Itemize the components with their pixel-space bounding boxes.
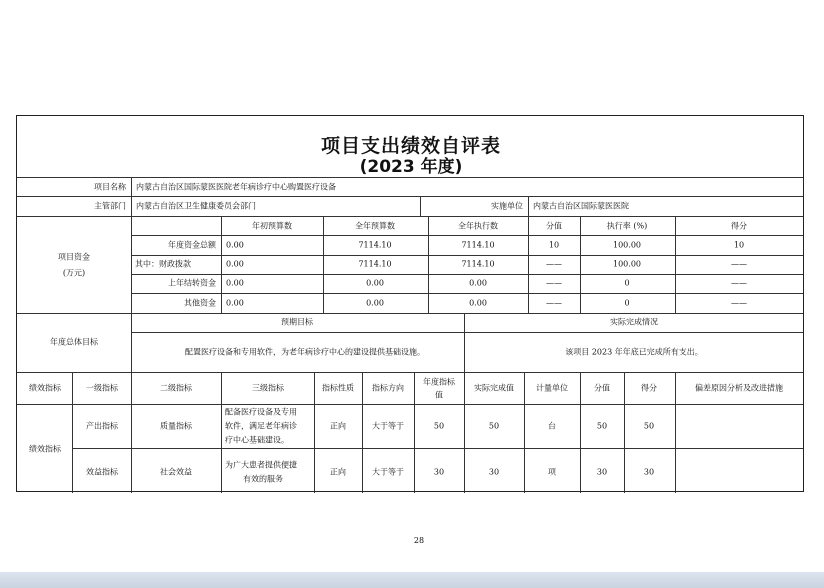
perf-actual: 50 bbox=[488, 421, 500, 431]
funds-cell: —— bbox=[731, 298, 747, 308]
funds-cell: 0.00 bbox=[226, 259, 244, 269]
funds-cell: 0.00 bbox=[366, 298, 384, 308]
col-divider bbox=[323, 216, 324, 313]
goal-expected-header: 预期目标 bbox=[281, 317, 313, 327]
col-divider bbox=[72, 372, 73, 493]
row-divider bbox=[17, 216, 803, 217]
funds-row-label: 上年结转资金 bbox=[168, 278, 216, 288]
perf-unit: 台 bbox=[548, 421, 556, 431]
funds-cell: 0.00 bbox=[226, 278, 244, 288]
perf-level1: 产出指标 bbox=[86, 421, 118, 431]
perf-actual: 30 bbox=[488, 467, 500, 477]
goal-actual-header: 实际完成情况 bbox=[610, 317, 658, 327]
funds-header-score-value: 分值 bbox=[546, 221, 562, 231]
perf-score: 50 bbox=[643, 421, 655, 431]
form-title: 项目支出绩效自评表 bbox=[320, 135, 502, 157]
funds-cell: 7114.10 bbox=[461, 240, 495, 250]
funds-cell: 0 bbox=[624, 278, 630, 288]
funds-unit: (万元) bbox=[62, 268, 86, 278]
perf-group-label: 绩效指标 bbox=[29, 444, 61, 454]
perf-header: 实际完成值 bbox=[474, 383, 514, 393]
col-divider bbox=[464, 313, 465, 372]
funds-cell: 100.00 bbox=[613, 259, 641, 269]
perf-level3-line: 疗中心基础建设。 bbox=[225, 435, 289, 445]
perf-level2: 质量指标 bbox=[160, 421, 192, 431]
page-number: 28 bbox=[413, 536, 425, 545]
perf-header: 值 bbox=[435, 390, 443, 400]
col-divider bbox=[528, 216, 529, 313]
dept-label: 主管部门 bbox=[94, 201, 126, 211]
perf-nature: 正向 bbox=[330, 467, 346, 477]
funds-row-label: 其他资金 bbox=[184, 298, 216, 308]
perf-header: 一级指标 bbox=[86, 383, 118, 393]
perf-level3-line: 为广大患者提供便捷 bbox=[225, 460, 297, 470]
col-divider bbox=[675, 372, 676, 493]
funds-header-rate: 执行率 (%) bbox=[606, 221, 648, 231]
perf-header: 分值 bbox=[594, 383, 610, 393]
funds-cell: 0.00 bbox=[366, 278, 384, 288]
funds-cell: —— bbox=[731, 278, 747, 288]
funds-header-executed: 全年执行数 bbox=[458, 221, 498, 231]
row-divider bbox=[17, 404, 803, 405]
funds-cell: 0 bbox=[624, 298, 630, 308]
evaluation-table bbox=[16, 115, 804, 492]
row-divider bbox=[17, 196, 803, 197]
perf-header: 计量单位 bbox=[536, 383, 568, 393]
col-divider bbox=[528, 196, 529, 216]
perf-header: 指标性质 bbox=[322, 383, 354, 393]
perf-direction: 大于等于 bbox=[372, 421, 404, 431]
col-divider bbox=[362, 372, 363, 493]
row-divider bbox=[131, 255, 803, 256]
col-divider bbox=[221, 372, 222, 493]
funds-cell: 100.00 bbox=[613, 240, 641, 250]
col-divider bbox=[428, 216, 429, 313]
perf-level3-line: 软件，满足老年病诊 bbox=[225, 421, 297, 431]
col-divider bbox=[414, 372, 415, 493]
perf-score: 30 bbox=[643, 467, 655, 477]
funds-cell: 7114.10 bbox=[358, 259, 392, 269]
perf-level1: 效益指标 bbox=[86, 467, 118, 477]
col-divider bbox=[221, 216, 222, 313]
funds-header-annual: 全年预算数 bbox=[355, 221, 395, 231]
perf-header: 得分 bbox=[641, 383, 657, 393]
funds-cell: 0.00 bbox=[226, 298, 244, 308]
col-divider bbox=[464, 372, 465, 493]
unit-value: 内蒙古自治区国际蒙医医院 bbox=[533, 201, 629, 211]
perf-level3-line: 配备医疗设备及专用 bbox=[225, 407, 297, 417]
row-divider bbox=[72, 448, 803, 449]
col-divider bbox=[314, 372, 315, 493]
funds-label: 项目资金 bbox=[58, 252, 90, 262]
col-divider bbox=[675, 216, 676, 313]
funds-cell: 7114.10 bbox=[358, 240, 392, 250]
perf-header: 指标方向 bbox=[372, 383, 404, 393]
funds-cell: —— bbox=[546, 298, 562, 308]
row-divider bbox=[17, 313, 803, 314]
project-name-label: 项目名称 bbox=[94, 182, 126, 192]
perf-score-value: 30 bbox=[596, 467, 608, 477]
col-divider bbox=[580, 216, 581, 313]
dept-value: 内蒙古自治区卫生健康委员会部门 bbox=[136, 201, 256, 211]
col-divider bbox=[131, 372, 132, 493]
funds-cell: 0.00 bbox=[469, 278, 487, 288]
perf-header: 绩效指标 bbox=[29, 383, 61, 393]
row-divider bbox=[17, 372, 803, 373]
perf-target: 30 bbox=[433, 467, 445, 477]
perf-header: 二级指标 bbox=[160, 383, 192, 393]
funds-row-label: 其中：财政拨款 bbox=[135, 259, 191, 269]
row-divider bbox=[131, 332, 803, 333]
goal-expected-text: 配置医疗设备和专用软件，为老年病诊疗中心的建设提供基础设施。 bbox=[185, 347, 425, 357]
unit-label: 实施单位 bbox=[491, 201, 523, 211]
funds-cell: —— bbox=[546, 259, 562, 269]
funds-cell: 10 bbox=[733, 240, 745, 250]
perf-header: 偏差原因分析及改进措施 bbox=[695, 383, 783, 393]
perf-header: 三级指标 bbox=[252, 383, 284, 393]
perf-level2: 社会效益 bbox=[160, 467, 192, 477]
funds-cell: 10 bbox=[548, 240, 560, 250]
funds-cell: 0.00 bbox=[469, 298, 487, 308]
row-divider bbox=[131, 293, 803, 294]
col-divider bbox=[580, 372, 581, 493]
col-divider bbox=[524, 372, 525, 493]
col-divider bbox=[420, 196, 421, 216]
row-divider bbox=[17, 177, 803, 178]
col-divider bbox=[624, 372, 625, 493]
perf-unit: 项 bbox=[548, 467, 556, 477]
form-subtitle: (2023 年度) bbox=[359, 157, 463, 177]
funds-cell: 7114.10 bbox=[461, 259, 495, 269]
row-divider bbox=[131, 235, 803, 236]
goal-actual-text: 该项目 2023 年年底已完成所有支出。 bbox=[565, 347, 703, 357]
perf-nature: 正向 bbox=[330, 421, 346, 431]
perf-direction: 大于等于 bbox=[372, 467, 404, 477]
funds-row-label: 年度资金总额 bbox=[168, 240, 216, 250]
row-divider bbox=[131, 274, 803, 275]
funds-header-score: 得分 bbox=[731, 221, 747, 231]
funds-header-initial: 年初预算数 bbox=[252, 221, 292, 231]
funds-cell: 0.00 bbox=[226, 240, 244, 250]
col-divider bbox=[131, 177, 132, 372]
perf-score-value: 50 bbox=[596, 421, 608, 431]
perf-level3-line: 有效的服务 bbox=[243, 474, 283, 484]
funds-cell: —— bbox=[731, 259, 747, 269]
perf-header: 年度指标 bbox=[423, 377, 455, 387]
project-name-value: 内蒙古自治区国际蒙医医院老年病诊疗中心购置医疗设备 bbox=[136, 182, 336, 192]
perf-target: 50 bbox=[433, 421, 445, 431]
goal-label: 年度总体目标 bbox=[50, 337, 98, 347]
funds-cell: —— bbox=[546, 278, 562, 288]
